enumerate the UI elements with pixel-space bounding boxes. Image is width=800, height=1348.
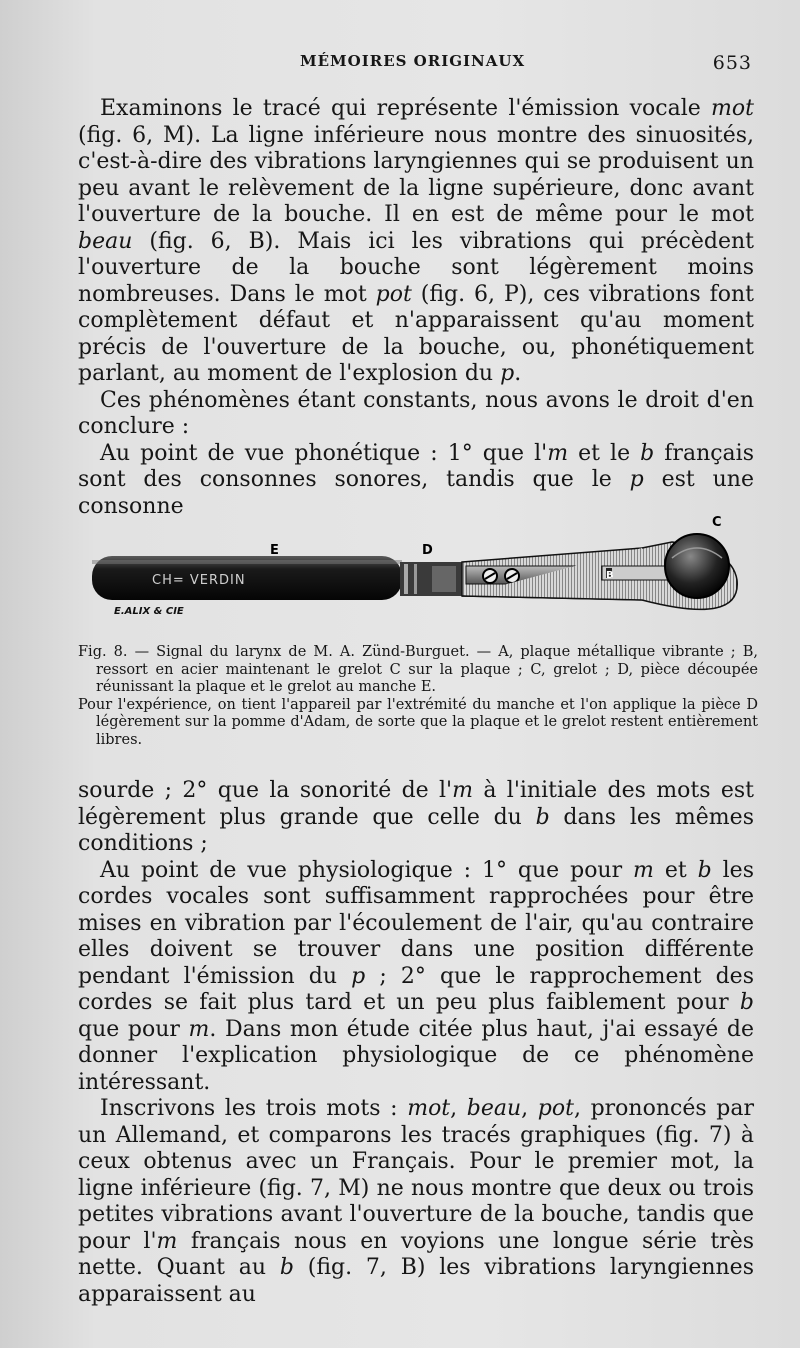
label-e: E bbox=[270, 543, 279, 558]
page-number: 653 bbox=[712, 52, 752, 74]
paragraph-examinons: Examinons le tracé qui représente l'émission vocale mot (fig. 6, M). La ligne inférieure nous montre des sinuosités, c'est-à-dire des vibrations laryngiennes qui se produisent un peu avant le relèvement de la ligne supérieure, donc avant l'ouverture de la bouche. Il en est de même pour le mot beau (fig. 6, B). Mais ici les vibrations qui précèdent l'ouverture de la bouche sont légèrement moins nombreuses. Dans le mot pot (fig. 6, P), ces vibrations font complètement défaut et n'apparaissent qu'au moment précis de l'ouverture de la bouche, ou, phonétiquement parlant, au moment de l'explosion du p. bbox=[78, 96, 754, 386]
upper-text-block bbox=[78, 96, 754, 520]
engraver-signature: E.ALIX & CIE bbox=[114, 606, 184, 617]
paragraph-physiologique: Au point de vue physiologique : 1° que pour m et b les cordes vocales sont suffisamment rapprochées pour être mises en vibration par l'écoulement de l'air, qu'au contraire elles doivent se trouver dans une position différente pendant l'émission du p ; 2° que le rapprochement des cordes se fait plus tard et un peu plus faiblement pour b que pour m. Dans mon étude citée plus haut, j'ai essayé de donner l'explication physiologique de ce phénomène intéressant. bbox=[78, 857, 754, 1095]
lower-text-block bbox=[78, 778, 754, 1308]
label-b: B bbox=[606, 570, 614, 581]
caption-line-1: Fig. 8. — Signal du larynx de M. A. Zünd-Burguet. — A, plaque métallique vibrante ; B, ressort en acier maintenant le grelot C sur la plaque ; C, grelot ; D, pièce découpée réunissant la plaque et le grelot au manche E. bbox=[78, 644, 758, 695]
running-head: MÉMOIRES ORIGINAUX bbox=[300, 52, 526, 70]
caption-line-2: Pour l'expérience, on tient l'appareil par l'extrémité du manche et l'on applique la pièce D légèrement sur la pomme d'Adam, de sorte que la plaque et le grelot restent entièrement libres. bbox=[78, 696, 758, 748]
paragraph-phonetique: Au point de vue phonétique : 1° que l'm et le b français sont des consonnes sonores, tandis que le p est une consonne bbox=[78, 440, 754, 519]
bell-c bbox=[665, 534, 729, 598]
page-header bbox=[300, 52, 752, 72]
figure-larynx-signal bbox=[82, 508, 754, 638]
larynx-signal-illustration bbox=[82, 508, 754, 638]
label-c: C bbox=[712, 515, 722, 530]
figure-caption bbox=[78, 644, 758, 749]
handle-engraving: CH= VERDIN bbox=[152, 573, 246, 588]
label-d: D bbox=[422, 543, 433, 558]
paragraph-sourde: sourde ; 2° que la sonorité de l'm à l'initiale des mots est légèrement plus grande que celle du b dans les mêmes conditions ; bbox=[78, 778, 754, 856]
paragraph-phenomenes: Ces phénomènes étant constants, nous avons le droit d'en conclure : bbox=[78, 387, 754, 439]
paragraph-inscrivons: Inscrivons les trois mots : mot, beau, pot, prononcés par un Allemand, et comparons les tracés graphiques (fig. 7) à ceux obtenus avec un Français. Pour le premier mot, la ligne inférieure (fig. 7, M) ne nous montre que deux ou trois petites vibrations avant l'ouverture de la bouche, tandis que pour l'm français nous en voyions une longue série très nette. Quant au b (fig. 7, B) les vibrations laryngiennes apparaissent au bbox=[78, 1096, 755, 1307]
